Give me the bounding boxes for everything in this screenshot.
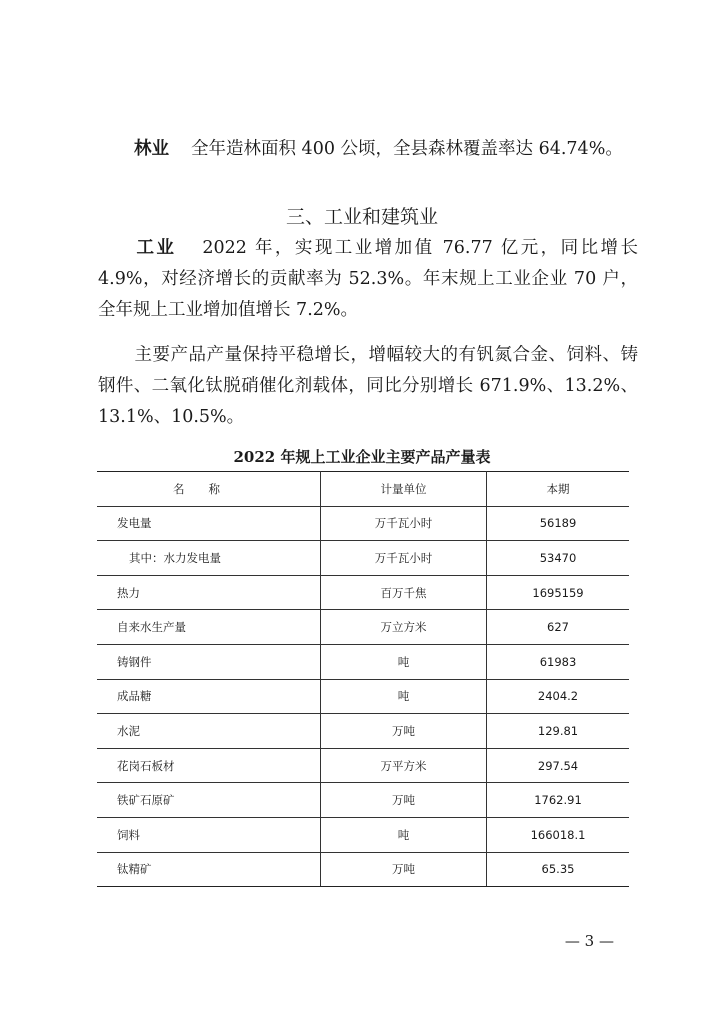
- row-value: 297.54: [487, 748, 630, 783]
- industry-lead: 工业: [134, 238, 177, 258]
- forestry-text: 全年造林面积 400 公顷，全县森林覆盖率达 64.74%。: [191, 139, 623, 159]
- row-unit: 万立方米: [321, 610, 487, 645]
- row-value: 53470: [487, 541, 630, 576]
- row-unit: 万千瓦小时: [321, 541, 487, 576]
- row-unit: 吨: [321, 817, 487, 852]
- forestry-paragraph: [98, 134, 638, 165]
- industry-paragraph: [98, 233, 638, 326]
- row-value: 56189: [487, 506, 630, 541]
- row-name: 铸钢件: [97, 644, 321, 679]
- table-row: [97, 852, 629, 887]
- header-unit: 计量单位: [321, 472, 487, 507]
- row-unit: 百万千焦: [321, 575, 487, 610]
- table-row: [97, 679, 629, 714]
- row-unit: 万吨: [321, 783, 487, 818]
- table-title: 2022 年规上工业企业主要产品产量表: [233, 448, 491, 466]
- row-name: 自来水生产量: [97, 610, 321, 645]
- row-name: 热力: [97, 575, 321, 610]
- row-value: 2404.2: [487, 679, 630, 714]
- table-header-row: [97, 472, 629, 507]
- row-value: 1695159: [487, 575, 630, 610]
- row-value: 627: [487, 610, 630, 645]
- table-row: [97, 783, 629, 818]
- page-number: — 3 —: [564, 932, 614, 950]
- row-name: 钛精矿: [97, 852, 321, 887]
- table-row: [97, 541, 629, 576]
- row-name: 饲料: [97, 817, 321, 852]
- table-row: [97, 506, 629, 541]
- table-row: [97, 748, 629, 783]
- table-row: [97, 644, 629, 679]
- products-paragraph: [98, 340, 638, 433]
- row-unit: 万吨: [321, 852, 487, 887]
- products-text: 主要产品产量保持平稳增长，增幅较大的有钒氮合金、饲料、铸钢件、二氧化钛脱硝催化剂载体，同比分别增长 671.9%、13.2%、13.1%、10.5%。: [98, 345, 638, 427]
- row-name: 水泥: [97, 714, 321, 749]
- product-output-table: [97, 471, 629, 887]
- row-value: 1762.91: [487, 783, 630, 818]
- row-value: 166018.1: [487, 817, 630, 852]
- row-value: 65.35: [487, 852, 630, 887]
- row-unit: 万平方米: [321, 748, 487, 783]
- header-name: 名称: [97, 472, 321, 507]
- table-row: [97, 575, 629, 610]
- section-title: 三、工业和建筑业: [285, 206, 438, 228]
- row-name: 花岗石板材: [97, 748, 321, 783]
- table-row: [97, 714, 629, 749]
- row-name: 发电量: [97, 506, 321, 541]
- header-value: 本期: [487, 472, 630, 507]
- row-unit: 万千瓦小时: [321, 506, 487, 541]
- forestry-lead: 林业: [134, 139, 169, 159]
- row-unit: 万吨: [321, 714, 487, 749]
- row-name: 其中：水力发电量: [97, 541, 321, 576]
- row-name: 成品糖: [97, 679, 321, 714]
- row-unit: 吨: [321, 679, 487, 714]
- row-name: 铁矿石原矿: [97, 783, 321, 818]
- industry-text: 2022 年，实现工业增加值 76.77 亿元，同比增长 4.9%，对经济增长的贡献率为 52.3%。年末规上工业企业 70 户，全年规上工业增加值增长 7.2%。: [98, 238, 639, 320]
- table-row: [97, 817, 629, 852]
- row-value: 129.81: [487, 714, 630, 749]
- table-row: [97, 610, 629, 645]
- row-unit: 吨: [321, 644, 487, 679]
- row-value: 61983: [487, 644, 630, 679]
